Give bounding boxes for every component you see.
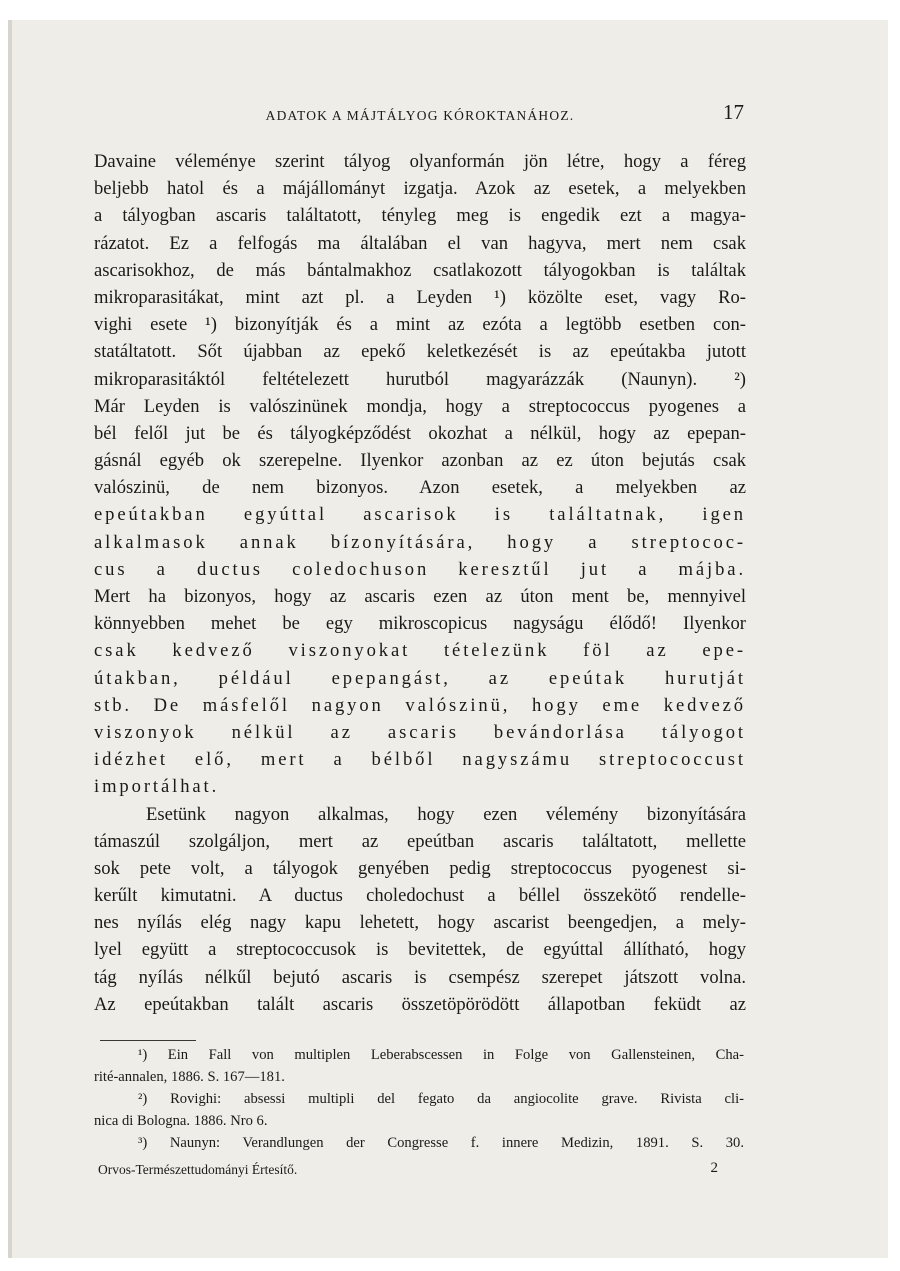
footnote-line: ¹) Ein Fall von multiplen Leberabscessen in Folge von Gallensteinen, Cha-	[138, 1047, 744, 1063]
body-line: valószinü, de nem bizonyos. Azon esetek, a melyekben az	[94, 477, 746, 499]
body-line-spaced: importálhat.	[94, 776, 220, 798]
body-line-spaced: epeútakban egyúttal ascarisok is találtatnak, igen	[94, 504, 746, 526]
body-line: Az epeútakban talált ascaris összetöpörödött állapotban feküdt az	[94, 993, 746, 1015]
body-line-spaced: stb. De másfelől nagyon valószinü, hogy eme kedvező	[94, 694, 746, 716]
paragraph-first-line: Esetünk nagyon alkalmas, hogy ezen vélemény bizonyítására	[146, 803, 746, 825]
body-line: támaszúl szolgáljon, mert az epeútban ascaris találtatott, mellette	[94, 830, 746, 852]
body-line-spaced: csak kedvező viszonyokat tételezünk föl az epe-	[94, 640, 746, 662]
body-line: könnyebben mehet be egy mikroscopicus nagyságu élődő! Ilyenkor	[94, 613, 746, 635]
body-line-spaced: alkalmasok annak bízonyítására, hogy a streptococ-	[94, 531, 746, 553]
body-line-spaced: idézhet elő, mert a bélből nagyszámu streptococcust	[94, 749, 746, 771]
body-line: tág nyílás nélkűl bejutó ascaris is csempész szerepet játszott volna.	[94, 966, 746, 988]
body-line-spaced: viszonyok nélkül az ascaris bevándorlása tályogot	[94, 721, 746, 743]
page-header	[96, 100, 744, 134]
footnote-line: rité-annalen, 1886. S. 167—181.	[94, 1069, 285, 1085]
footnotes	[94, 1044, 744, 1154]
body-line: ascarisokhoz, de más bántalmakhoz csatlakozott tályogokban is találtak	[94, 259, 746, 281]
printer-signature	[98, 1160, 748, 1182]
footnote-line: nica di Bologna. 1886. Nro 6.	[94, 1113, 268, 1129]
body-line-spaced: útakban, például epepangást, az epeútak hurutját	[94, 667, 746, 689]
page-number: 17	[723, 100, 744, 124]
body-line: kerűlt kimutatni. A ductus choledochust a béllel összekötő rendelle-	[94, 885, 746, 907]
body-line: vighi esete ¹) bizonyítják és a mint az ezóta a legtöbb esetben con-	[94, 314, 746, 336]
body-line: statáltatott. Sőt újabban az epekő keletkezését is az epeútakba jutott	[94, 341, 746, 363]
body-line: mikroparasitákat, mint azt pl. a Leyden ¹) közölte eset, vagy Ro-	[94, 286, 746, 308]
body-line: sok pete volt, a tályogok genyében pedig streptococcus pyogenest si-	[94, 857, 746, 879]
publication-name: Orvos-Természettudományi Értesítő.	[98, 1162, 298, 1177]
body-line: mikroparasitáktól feltételezett hurutból magyarázzák (Naunyn). ²)	[94, 368, 746, 390]
body-line: rázatot. Ez a felfogás ma általában el van hagyva, mert nem csak	[94, 232, 746, 254]
running-title: ADATOK A MÁJTÁLYOG KÓROKTANÁHOZ.	[265, 108, 575, 123]
footnote-line: ²) Rovighi: absessi multipli del fegato da angiocolite grave. Rivista cli-	[138, 1091, 744, 1107]
body-line: a tályogban ascaris találtatott, tényleg meg is engedik ezt a magya-	[94, 205, 746, 227]
body-line: Davaine véleménye szerint tályog olyanformán jön létre, hogy a féreg	[94, 151, 746, 172]
sheet-number: 2	[710, 1160, 718, 1176]
footnote-rule	[100, 1040, 196, 1041]
body-line: gásnál egyéb ok szerepelne. Ilyenkor azonban az ez úton bejutás csak	[94, 450, 746, 472]
body-line: Már Leyden is valószinünek mondja, hogy a streptococcus pyogenes a	[94, 395, 746, 417]
body-line: lyel együtt a streptococcusok is bevitettek, de egyúttal állítható, hogy	[94, 939, 746, 961]
body-line: nes nyílás elég nagy kapu lehetett, hogy ascarist beengedjen, a mely-	[94, 912, 746, 934]
body-line: bél felől jut be és tályogképződést okozhat a nélkül, hogy az epepan-	[94, 422, 746, 444]
body-line: beljebb hatol és a májállományt izgatja. Azok az esetek, a melyekben	[94, 178, 746, 200]
page-edge-shadow	[8, 20, 12, 1258]
body-line-spaced: cus a ductus coledochuson keresztűl jut a májba.	[94, 558, 746, 580]
body-line: Mert ha bizonyos, hogy az ascaris ezen az úton ment be, mennyivel	[94, 586, 746, 607]
footnote-line: ³) Naunyn: Verandlungen der Congresse f. innere Medizin, 1891. S. 30.	[138, 1135, 744, 1151]
body-text	[94, 148, 746, 1018]
